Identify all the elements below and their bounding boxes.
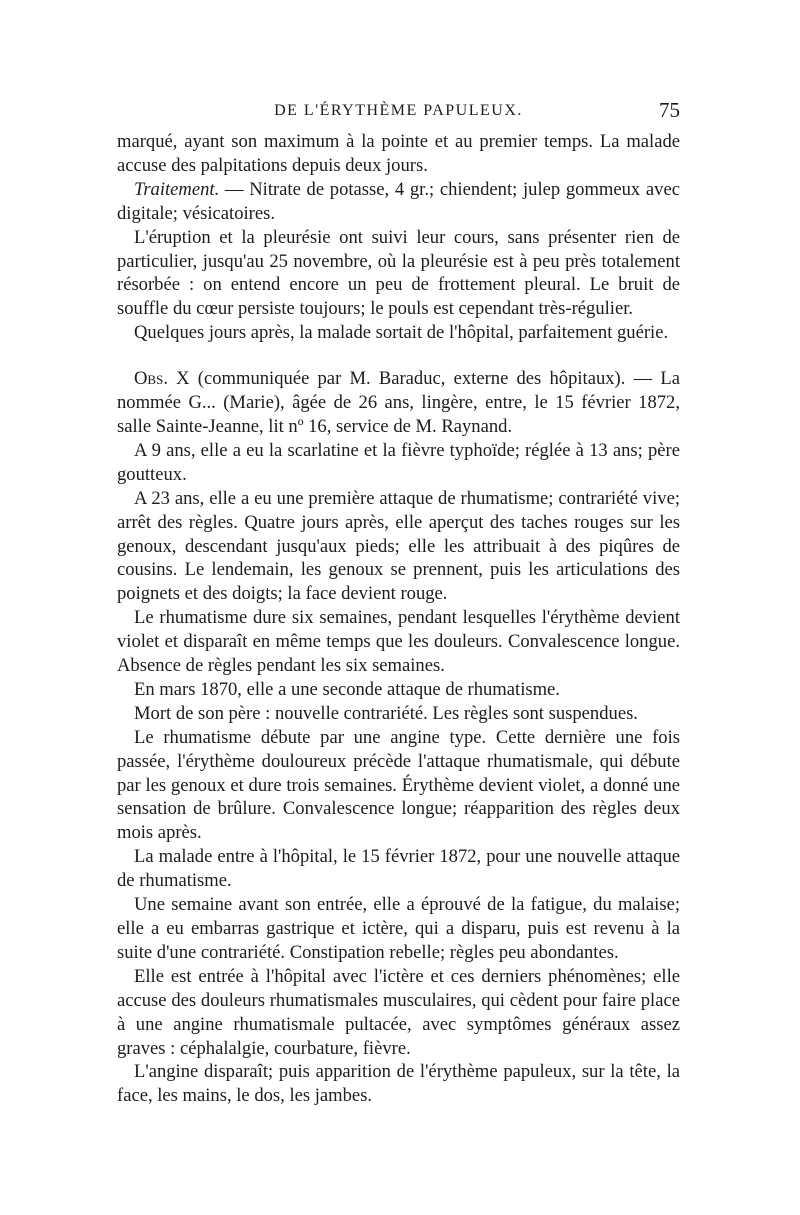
- paragraph: marqué, ayant son maximum à la pointe et au premier temps. La malade accuse des palpitations depuis deux jours.: [117, 131, 680, 176]
- paragraph: Le rhumatisme dure six semaines, pendant lesquelles l'érythème devient violet et disparaît en même temps que les douleurs. Convalescence longue. Absence de règles pendant les six semaines.: [117, 607, 680, 677]
- paragraph: A 23 ans, elle a eu une première attaque de rhumatisme; contrariété vive; arrêt des règles. Quatre jours après, elle aperçut des taches rouges sur les genoux, descendant jusqu'aux pieds; elle les attribuait à des piqûres de cousins. Le lendemain, les genoux se prennent, puis les articulations des poignets et des doigts; la face devient rouge.: [117, 487, 680, 605]
- observation-label: Obs.: [134, 368, 168, 390]
- treatment-paragraph: [117, 178, 680, 226]
- paragraph: Mort de son père : nouvelle contrariété. Les règles sont suspendues.: [134, 702, 638, 724]
- paragraph: La malade entre à l'hôpital, le 15 février 1872, pour une nouvelle attaque de rhumatisme.: [117, 846, 680, 892]
- body-text: [117, 130, 680, 1108]
- paragraph: Une semaine avant son entrée, elle a éprouvé de la fatigue, du malaise; elle a eu embarras gastrique et ictère, qui a disparu, puis est revenu à la suite d'une contrariété. Constipation rebelle; règles peu abondantes.: [117, 894, 680, 963]
- page-number: 75: [659, 98, 680, 122]
- paragraph: Elle est entrée à l'hôpital avec l'ictère et ces derniers phénomènes; elle accuse des douleurs rhumatismales musculaires, qui cèdent pour faire place à une angine rhumatismale pultacée, avec symptômes généraux assez graves : céphalalgie, courbature, fièvre.: [117, 965, 680, 1059]
- observation-heading: [117, 367, 680, 439]
- paragraph: Quelques jours après, la malade sortait de l'hôpital, parfaitement guérie.: [134, 322, 669, 344]
- page-header: [117, 98, 680, 124]
- paragraph: En mars 1870, elle a une seconde attaque de rhumatisme.: [134, 678, 560, 700]
- treatment-text: — Nitrate de potasse, 4 gr.; chiendent; julep gommeux avec digitale; vésicatoires.: [117, 178, 680, 224]
- paragraph: Le rhumatisme débute par une angine type. Cette dernière une fois passée, l'érythème douloureux précède l'attaque rhumatismale, qui débute par les genoux et dure trois semaines. Érythème devient violet, a donné une sensation de brûlure. Convalescence longue; réapparition des règles deux mois après.: [117, 726, 680, 844]
- paragraph: L'angine disparaît; puis apparition de l'érythème papuleux, sur la tête, la face, les mains, le dos, les jambes.: [117, 1061, 680, 1107]
- running-title: DE L'ÉRYTHÈME PAPULEUX.: [274, 102, 523, 119]
- treatment-label: Traitement.: [134, 178, 220, 200]
- observation-text: X (communiquée par M. Baraduc, externe des hôpitaux). — La nommée G... (Marie), âgée de 26 ans, lingère, entre, le 15 février 1872, salle Sainte-Jeanne, lit nº 16, service de M. Raynand.: [117, 368, 680, 437]
- paragraph: A 9 ans, elle a eu la scarlatine et la fièvre typhoïde; réglée à 13 ans; père goutteux.: [117, 439, 680, 485]
- paragraph: L'éruption et la pleurésie ont suivi leur cours, sans présenter rien de particulier, jusqu'au 25 novembre, où la pleurésie est à peu près totalement résorbée : on entend encore un peu de frottement pleural. Le bruit de souffle du cœur persiste toujours; le pouls est cependant très-régulier.: [117, 226, 680, 320]
